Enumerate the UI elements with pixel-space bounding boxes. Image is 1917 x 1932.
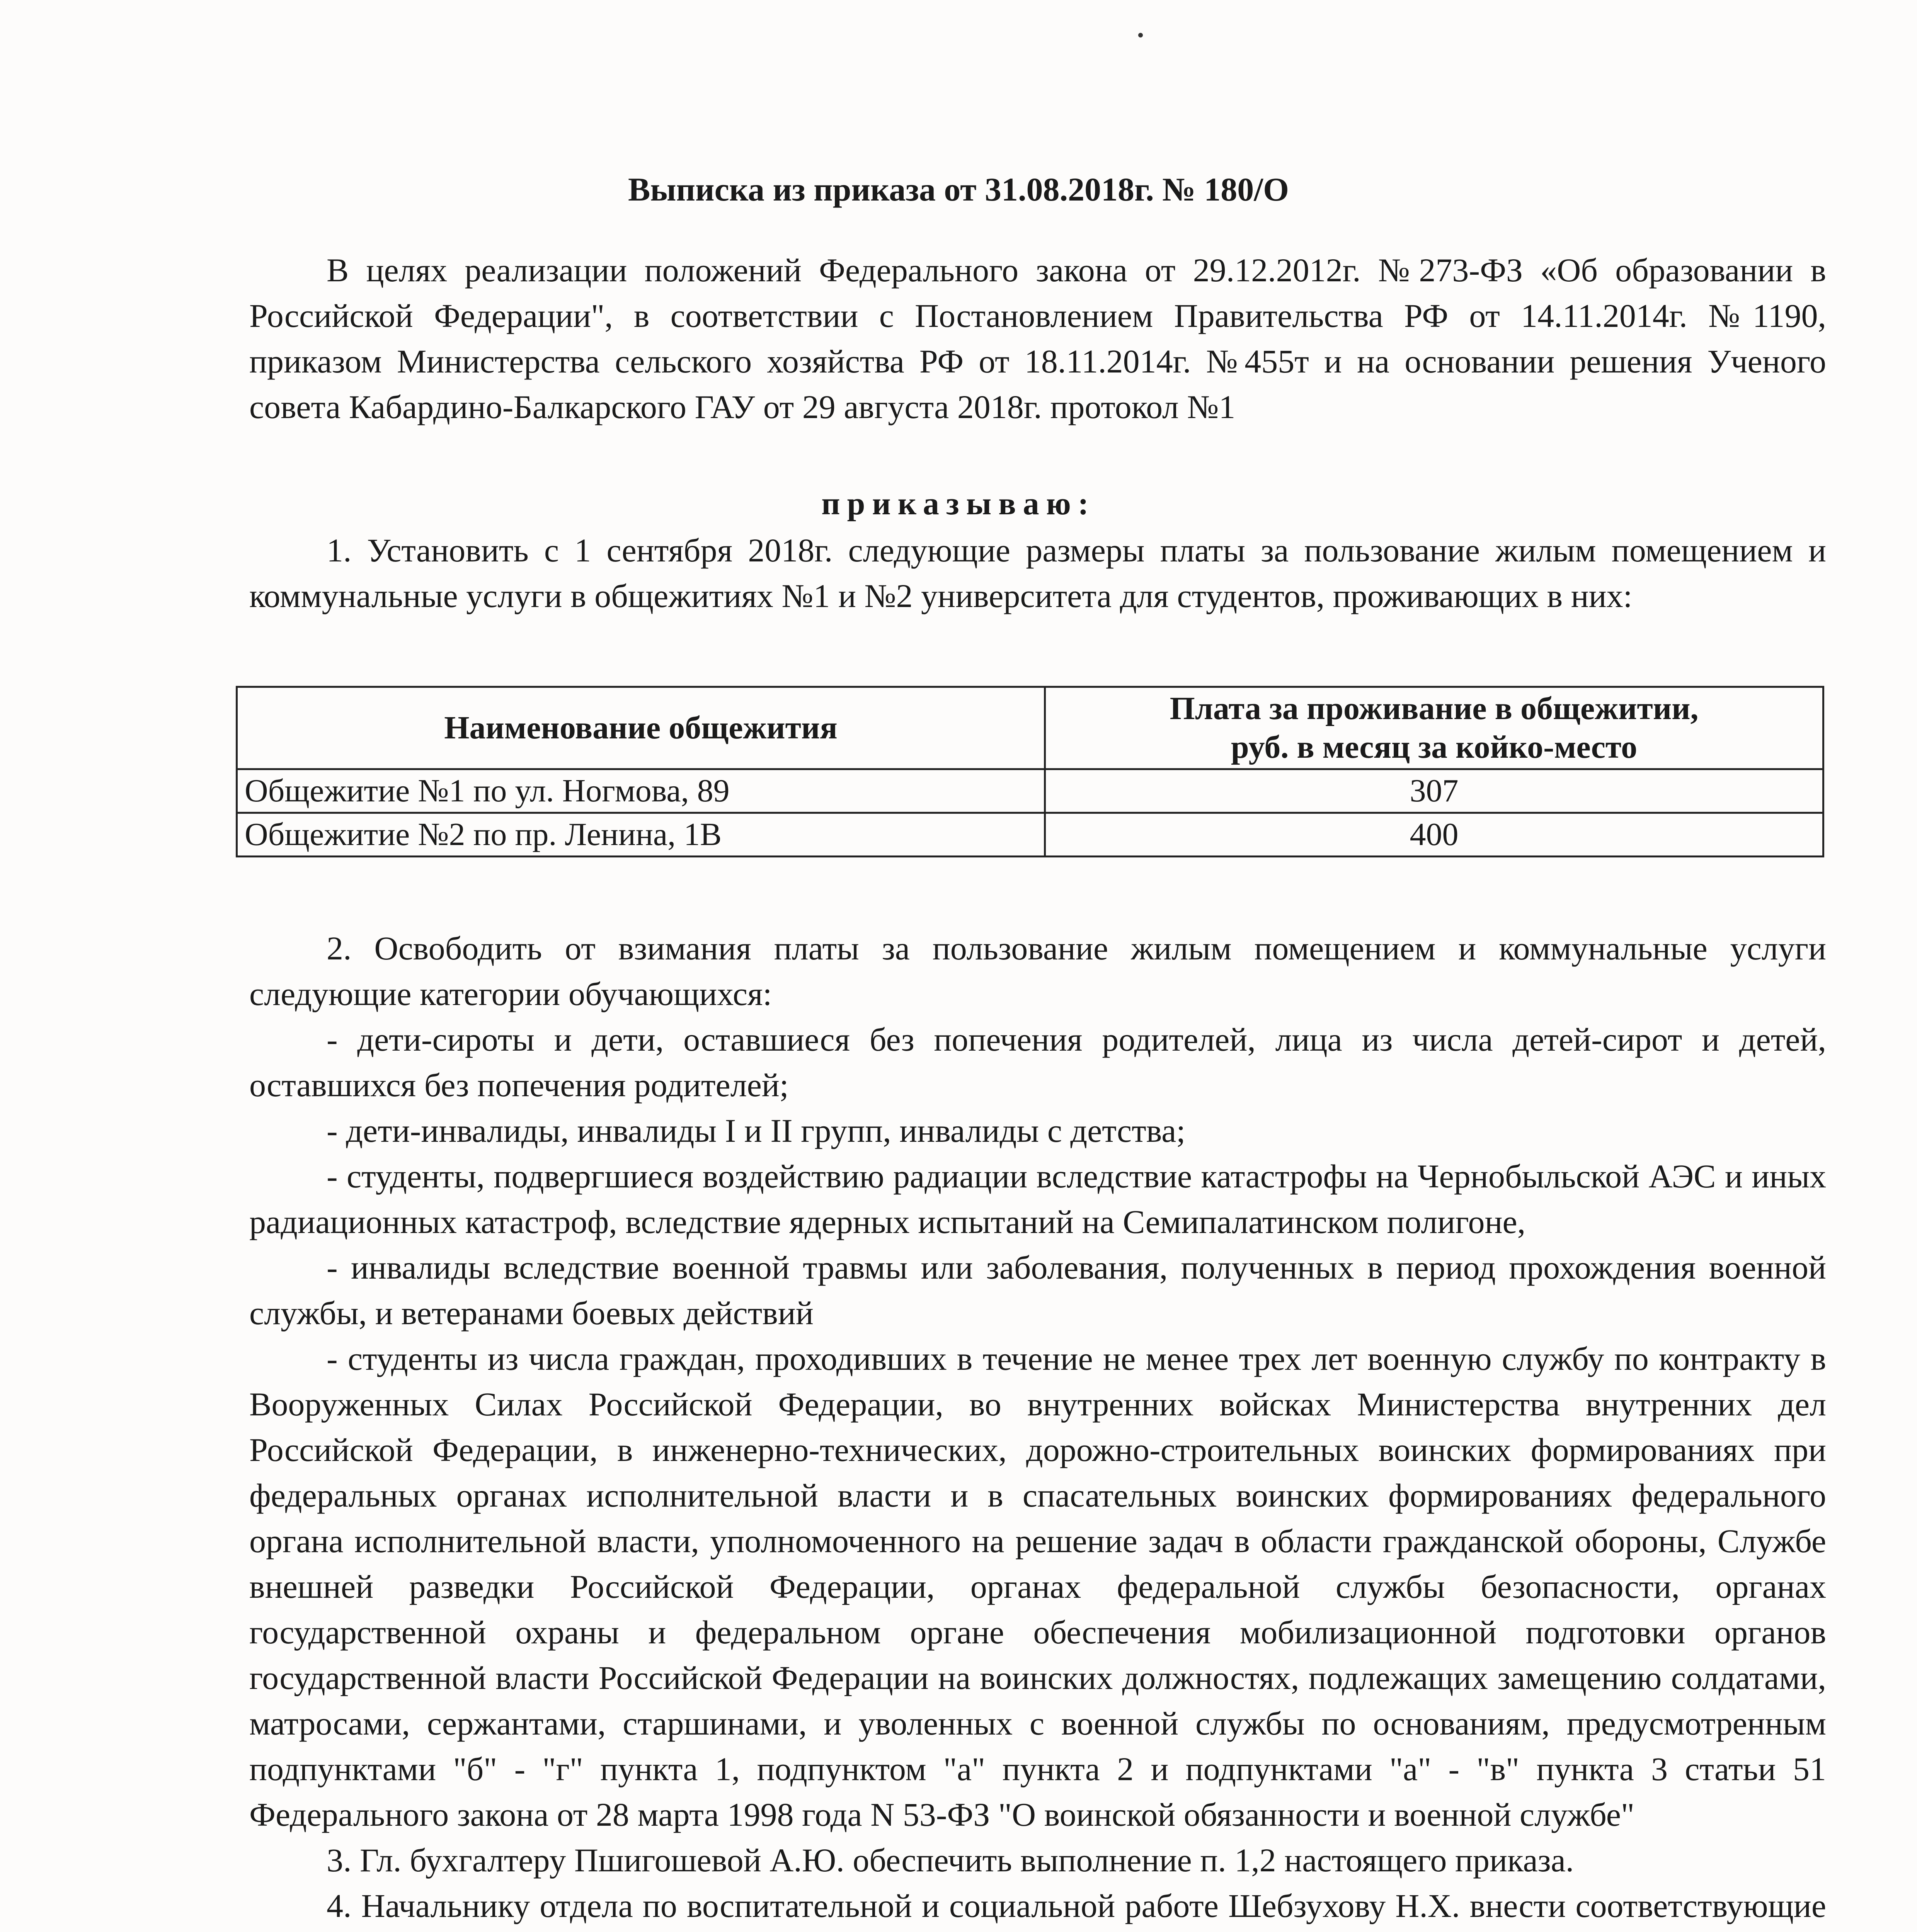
item2-paragraph: 2. Освободить от взимания платы за пользование жилым помещением и коммунальные услуги следующие категории обучающихся: [249,930,1826,1012]
item3-paragraph: 3. Гл. бухгалтеру Пшигошевой А.Ю. обеспечить выполнение п. 1,2 настоящего приказа. [327,1842,1574,1879]
dormitory-name-cell: Общежитие №1 по ул. Ногмова, 89 [237,769,1045,813]
dormitory-name-cell: Общежитие №2 по пр. Ленина, 1В [237,813,1045,857]
item4-paragraph: 4. Начальнику отдела по воспитательной и социальной работе Шебзухову Н.Х. внести соответствующие [327,1887,1826,1924]
item1-paragraph: 1. Установить с 1 сентября 2018г. следующие размеры платы за пользование жилым помещением и коммунальные услуги в общежитиях №1 и №2 университета для студентов, проживающих в них: [249,532,1826,614]
header-price-line2: руб. в месяц за койко-место [1231,729,1638,765]
document-title: Выписка из приказа от 31.08.2018г. № 180/О [628,171,1289,208]
item2-bullet: - студенты из числа граждан, проходивших в течение не менее трех лет военную службу по контракту в Вооруженных Силах Российской Федерации, во внутренних войсках Министерства внутренних дел Российской Федерации, в инженерно-технических, дорожно-строительных воинских формированиях при федеральных органах исполнительной власти и в спасательных воинских формированиях федерального органа исполнительной власти, уполномоченного на решение задач в области гражданской обороны, Службе внешней разведки Российской Федерации, органах федеральной службы безопасности, органах государственной охраны и федеральном органе обеспечения мобилизационной подготовки органов государственной власти Российской Федерации на воинских должностях, подлежащих замещению солдатами, матросами, сержантами, старшинами, и уволенных с военной службы по основаниям, предусмотренным подпунктами "б" - "г" пункта 1, подпунктом "а" пункта 2 и подпунктами "а" - "в" пункта 3 статьи 51 Федерального закона от 28 марта 1998 года N 53-ФЗ "О воинской обязанности и военной службе" [249,1340,1826,1833]
preamble-paragraph: В целях реализации положений Федерального закона от 29.12.2012г. №273-ФЗ «Об образовании в Российской Федерации", в соответствии с Постановлением Правительства РФ от 14.11.2014г. №1190, приказом Министерства сельского хозяйства РФ от 18.11.2014г. №455т и на основании решения Ученого совета Кабардино-Балкарского ГАУ от 29 августа 2018г. протокол №1 [249,252,1826,425]
price-cell: 307 [1045,769,1823,813]
table-row [237,813,1823,857]
price-cell: 400 [1045,813,1823,857]
preamble-block [249,247,1826,430]
item2-bullet: - инвалиды вследствие военной травмы или заболевания, полученных в период прохождения военной службы, и ветеранами боевых действий [249,1249,1826,1332]
header-dormitory-name: Наименование общежития [237,687,1045,769]
item1-block [249,527,1826,619]
table-row [237,769,1823,813]
item2-bullet: - студенты, подвергшиеся воздействию радиации вследствие катастрофы на Чернобыльской АЭС и иных радиационных катастроф, вследствие ядерных испытаний на Семипалатинском полигоне, [249,1158,1826,1240]
table-header-row [237,687,1823,769]
item2-bullet: - дети-сироты и дети, оставшиеся без попечения родителей, лица из числа детей-сирот и детей, оставшихся без попечения родителей; [249,1021,1826,1104]
main-body [249,925,1826,1932]
header-price [1045,687,1823,769]
scan-speck [1138,33,1143,37]
item2-bullet: - дети-инвалиды, инвалиды I и II групп, инвалиды с детства; [327,1112,1186,1149]
order-word: приказываю: [821,486,1096,522]
header-price-line1: Плата за проживание в общежитии, [1170,690,1699,726]
dormitory-rates-table [236,686,1824,857]
